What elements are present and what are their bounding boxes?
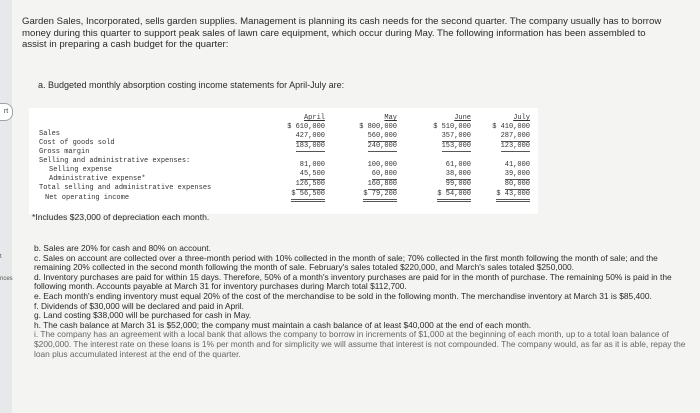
label-gross-margin: Gross margin [39,148,90,156]
label-sales: Sales [39,130,61,138]
cell-sales: $ 410,000 [492,123,530,131]
cell-selling-expense: 81,000 [299,161,325,169]
assumptions-list [34,244,690,359]
label-cogs: Cost of goods sold [39,139,115,147]
cell-net-operating-income: $ 79,200 [363,190,397,202]
cell-net-operating-income: $ 43,000 [496,190,530,202]
label-admin-expense: Administrative expense* [49,175,146,183]
cell-admin-expense: 38,000 [445,170,471,178]
label-sga-header: Selling and administrative expenses: [39,157,191,165]
cell-total-sga: 126,500 [295,180,325,188]
item-f: f. Dividends of $30,000 will be declared and paid in April. [34,300,244,311]
cell-admin-expense: 39,000 [504,170,530,178]
cell-gross-margin: 123,000 [500,142,530,150]
item-h: h. The cash balance at March 31 is $52,000; the company must maintain a cash balance of at least $40,000 at the end of each month. [34,319,532,330]
cell-cogs: 560,000 [367,132,397,140]
item-b: b. Sales are 20% for cash and 80% on account. [34,243,211,253]
cell-net-operating-income: $ 56,500 [291,190,325,202]
cell-gross-margin: 183,000 [295,142,325,150]
month-column-july [475,114,530,202]
gutter-mark: nces [0,276,13,282]
cell-total-sga: 160,800 [367,180,397,188]
cell-total-sga: 80,000 [504,180,530,188]
cell-sales: $ 510,000 [433,123,471,131]
cell-gross-margin: 153,000 [441,142,471,150]
item-g: g. Land costing $38,000 will be purchased for cash in May. [34,310,252,321]
label-total-sga: Total selling and administrative expenses [39,184,212,192]
income-statement-table [29,108,538,214]
item-i: i. The company has an agreement with a local bank that allows the company to borrow in increments of $1,000 at the beginning of each month, up to a total loan balance of $200,000. The interest rate on these loans is 1% per month and for simplicity we will assume that interest is not compounded. The company would, as far as it is able, repay the loan plus accumulated interest at the end of the quarter. [34,329,686,359]
cell-net-operating-income: $ 54,000 [437,190,471,202]
cell-gross-margin: 240,000 [367,142,397,150]
depreciation-footnote: *Includes $23,000 of depreciation each month. [32,212,210,222]
problem-intro: Garden Sales, Incorporated, sells garden supplies. Management is planning its cash needs for the second quarter. The company usually has to borrow money during this quarter to support peak sales of lawn care equipment, which occur during May. The following information has been assembled to assist in preparing a cash budget for the quarter: [22,16,662,51]
month-column-june [413,114,471,202]
item-d: d. Inventory purchases are paid for within 15 days. Therefore, 50% of a month's inventory purchases are paid for in the month of purchase. The remaining 50% is paid in the following month. Accounts payable at March 31 for inventory purchases during March total $112,700. [34,271,672,292]
left-gutter [0,0,12,413]
month-header: June [454,114,471,122]
part-a-heading: a. Budgeted monthly absorption costing income statements for April-July are: [38,80,345,90]
cell-selling-expense: 61,000 [445,161,471,169]
month-column-april [267,114,325,202]
label-selling-expense: Selling expense [49,166,113,174]
cell-cogs: 287,000 [500,132,530,140]
item-c: c. Sales on account are collected over a three-month period with 10% collected in the month of sale; 70% collected in the first month following the month of sale; and the remaining 20% collected in the second month following the month of sale. February's sales totaled $220,000, and March's sales totaled $250,000. [34,252,658,273]
cell-sales: $ 800,000 [359,123,397,131]
cell-selling-expense: 100,000 [367,161,397,169]
cell-cogs: 357,000 [441,132,471,140]
label-net-operating-income: Net operating income [45,194,130,202]
cell-sales: $ 610,000 [287,123,325,131]
month-header: July [513,114,530,122]
gutter-mark: t [0,254,2,260]
cell-cogs: 427,000 [295,132,325,140]
side-panel-tab[interactable]: rt [0,103,13,121]
cell-admin-expense: 60,800 [371,170,397,178]
cell-total-sga: 99,000 [445,180,471,188]
month-header: May [384,114,397,122]
cell-selling-expense: 41,000 [504,161,530,169]
cell-admin-expense: 45,500 [299,170,325,178]
month-column-may [339,114,397,202]
item-e: e. Each month's ending inventory must equal 20% of the cost of the merchandise to be sold in the following month. The merchandise inventory at March 31 is $85,400. [34,290,652,301]
month-header: April [303,114,325,122]
